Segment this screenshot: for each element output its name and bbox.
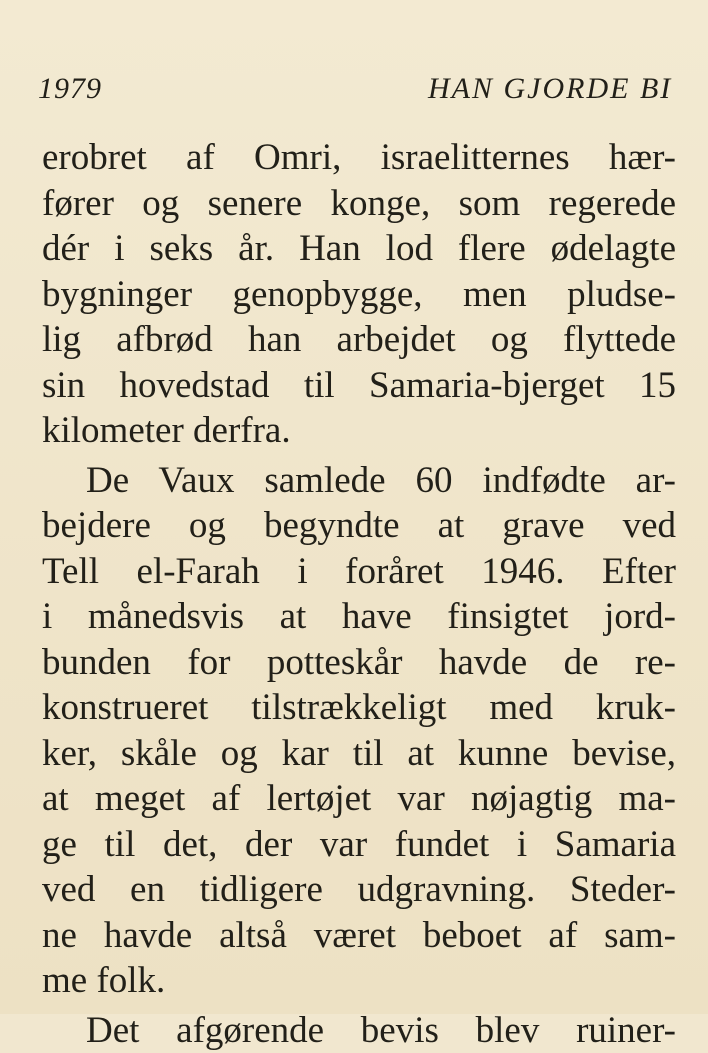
body-text: [42, 135, 682, 1053]
text-line: at meget af lertøjet var nøjagtig ma-: [42, 776, 676, 822]
text-line: sin hovedstad til Samaria-bjerget 15: [42, 363, 676, 409]
text-line: Det afgørende bevis blev ruiner-: [42, 1008, 676, 1053]
page-header: [0, 72, 708, 112]
text-line: konstrueret tilstrækkeligt med kruk-: [42, 685, 676, 731]
text-line: ge til det, der var fundet i Samaria: [42, 822, 676, 868]
text-line: kilometer derfra.: [42, 408, 676, 454]
text-line: De Vaux samlede 60 indfødte ar-: [42, 458, 676, 504]
text-line: ker, skåle og kar til at kunne bevise,: [42, 731, 676, 777]
text-line: bygninger genopbygge, men pludse-: [42, 272, 676, 318]
paragraph: [42, 458, 682, 1004]
text-line: lig afbrød han arbejdet og flyttede: [42, 317, 676, 363]
running-title: HAN GJORDE BI: [428, 72, 672, 106]
text-line: ved en tidligere udgravning. Steder-: [42, 867, 676, 913]
paragraph: [42, 1008, 682, 1053]
text-line: ne havde altså været beboet af sam-: [42, 913, 676, 959]
paragraph: [42, 135, 682, 454]
page-number: 1979: [38, 72, 102, 106]
text-line: Tell el-Farah i foråret 1946. Efter: [42, 549, 676, 595]
text-line: fører og senere konge, som regerede: [42, 181, 676, 227]
text-line: i månedsvis at have finsigtet jord-: [42, 594, 676, 640]
text-line: erobret af Omri, israelitternes hær-: [42, 135, 676, 181]
text-line: dér i seks år. Han lod flere ødelagte: [42, 226, 676, 272]
text-line: bunden for potteskår havde de re-: [42, 640, 676, 686]
text-line: me folk.: [42, 958, 676, 1004]
text-line: bejdere og begyndte at grave ved: [42, 503, 676, 549]
